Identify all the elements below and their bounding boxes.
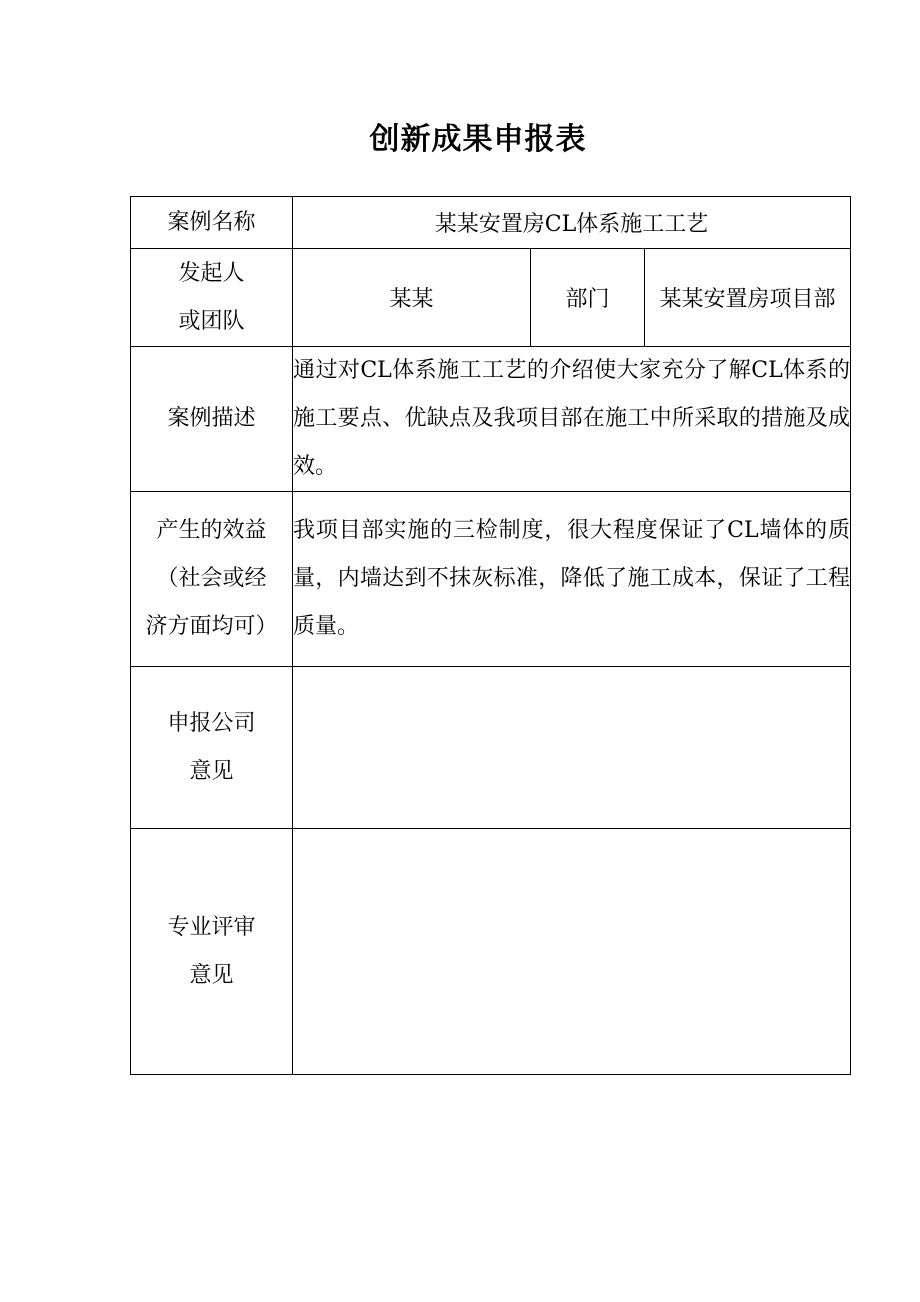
application-form-table [130,196,851,1075]
benefit-row [131,492,851,667]
expert-opinion-value[interactable] [293,829,851,1075]
initiator-label [131,249,293,347]
description-label: 案例描述 [131,347,293,492]
department-value: 某某安置房项目部 [645,249,851,347]
initiator-value: 某某 [293,249,531,347]
expert-opinion-row [131,829,851,1075]
company-opinion-label-line2: 意见 [189,758,234,784]
case-name-row [131,197,851,249]
expert-opinion-label-line1: 专业评审 [167,914,256,940]
initiator-label-line1: 发起人 [178,260,245,286]
benefit-value: 我项目部实施的三检制度，很大程度保证了CL墙体的质量，内墙达到不抹灰标准，降低了施工成本，保证了工程质量。 [293,492,851,667]
company-opinion-row [131,667,851,829]
description-row [131,347,851,492]
initiator-row [131,249,851,347]
case-name-label: 案例名称 [131,197,293,249]
benefit-label-line1: 产生的效益 [156,518,267,543]
initiator-label-line2: 或团队 [178,308,245,334]
company-opinion-label-line1: 申报公司 [167,710,256,736]
benefit-label-line2: （社会或经 [156,566,267,591]
description-value: 通过对CL体系施工工艺的介绍使大家充分了解CL体系的施工要点、优缺点及我项目部在施工中所采取的措施及成效。 [293,347,851,492]
company-opinion-label [131,667,293,829]
benefit-label [131,492,293,667]
company-opinion-value[interactable] [293,667,851,829]
form-title: 创新成果申报表 [369,122,587,157]
expert-opinion-label [131,829,293,1075]
expert-opinion-label-line2: 意见 [189,962,234,988]
case-name-value: 某某安置房CL体系施工工艺 [293,197,851,249]
benefit-label-line3: 济方面均可） [145,614,278,639]
department-label: 部门 [531,249,645,347]
